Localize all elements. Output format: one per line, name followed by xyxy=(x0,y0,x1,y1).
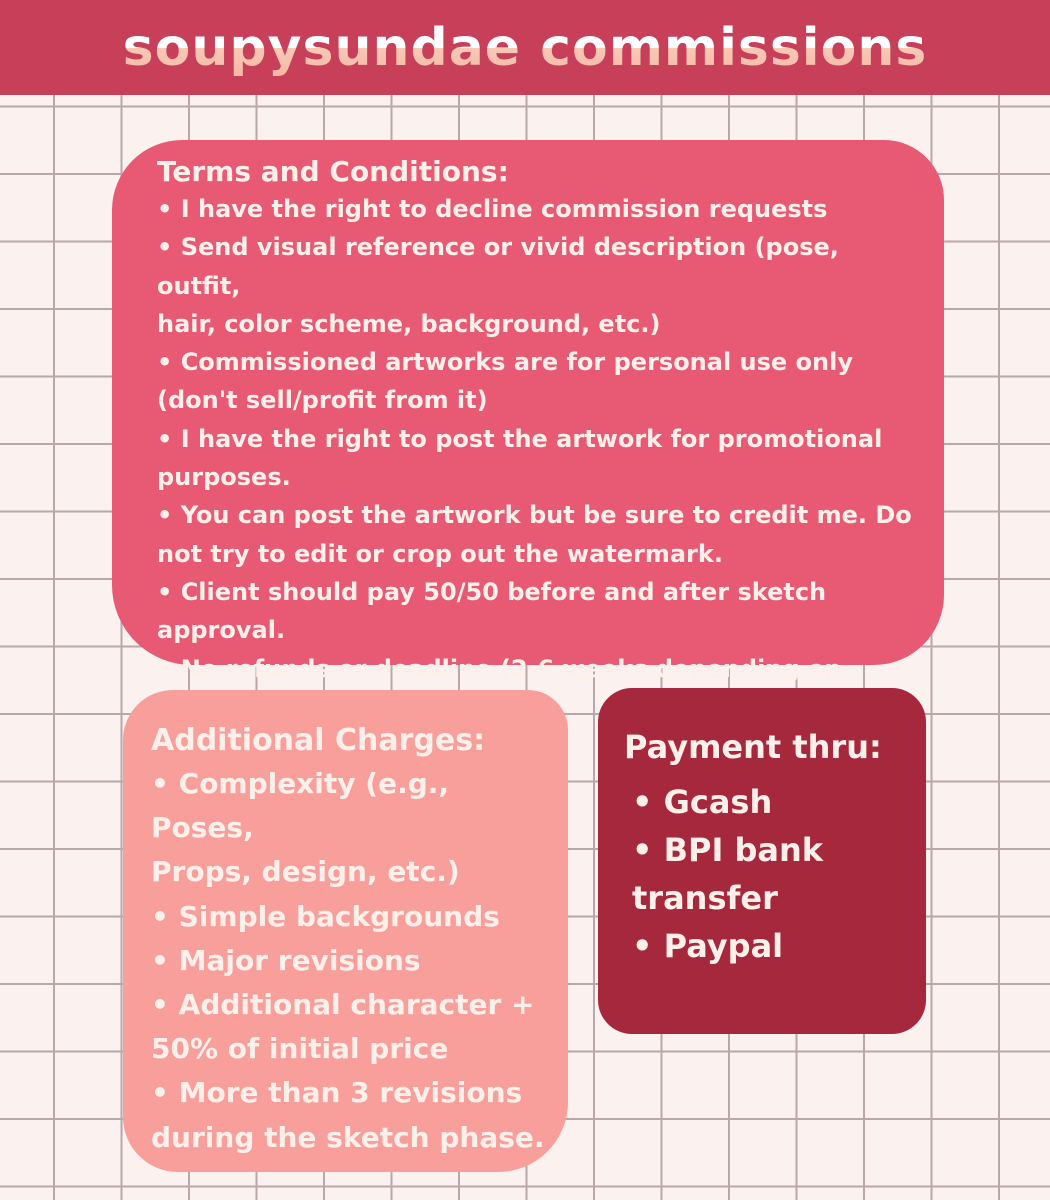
payment-line: • Gcash xyxy=(632,783,773,821)
page-title: soupysundae commissions xyxy=(0,18,1050,78)
terms-line: • I have the right to decline commission requests xyxy=(157,195,828,223)
charges-line: during the sketch phase. xyxy=(151,1120,545,1154)
payment-list xyxy=(632,778,916,970)
terms-line: • I have the right to post the artwork for promotional xyxy=(157,424,883,453)
payment-line: transfer xyxy=(632,879,778,917)
charges-line: • Complexity (e.g., Poses, xyxy=(151,767,450,845)
payment-line: • Paypal xyxy=(632,927,784,965)
terms-heading: Terms and Conditions: xyxy=(157,155,509,188)
terms-line: (don't sell/profit from it) xyxy=(157,386,488,415)
terms-card xyxy=(112,140,944,683)
terms-line: hair, color scheme, background, etc.) xyxy=(157,309,661,338)
terms-line: • Client should pay 50/50 before and after sketch approval. xyxy=(157,577,827,645)
terms-line: • You can post the artwork but be sure to credit me. Do xyxy=(157,501,912,530)
payment-heading: Payment thru: xyxy=(624,728,882,766)
terms-line: purposes. xyxy=(157,463,291,492)
payment-line: • BPI bank xyxy=(632,831,824,869)
charges-line: Props, design, etc.) xyxy=(151,855,460,889)
charges-line: 50% of initial price xyxy=(151,1032,449,1066)
terms-line: not try to edit or crop out the watermark. xyxy=(157,539,723,568)
terms-line: • Send visual reference or vivid description (pose, outfit, xyxy=(157,233,839,300)
terms-line: • No refunds or deadline (2-6 weeks depending on xyxy=(157,654,842,683)
charges-card xyxy=(123,690,568,1172)
charges-line: • Additional character + xyxy=(151,988,535,1022)
charges-line: • More than 3 revisions xyxy=(151,1076,523,1110)
payment-card xyxy=(598,688,926,1034)
charges-heading: Additional Charges: xyxy=(151,723,486,758)
charges-line: • Simple backgrounds xyxy=(151,899,500,933)
header-banner xyxy=(0,0,1050,95)
terms-list xyxy=(157,190,930,726)
terms-line: • Commissioned artworks are for personal use only xyxy=(157,348,853,377)
charges-line: • Major revisions xyxy=(151,943,421,977)
charges-list xyxy=(151,762,558,1160)
